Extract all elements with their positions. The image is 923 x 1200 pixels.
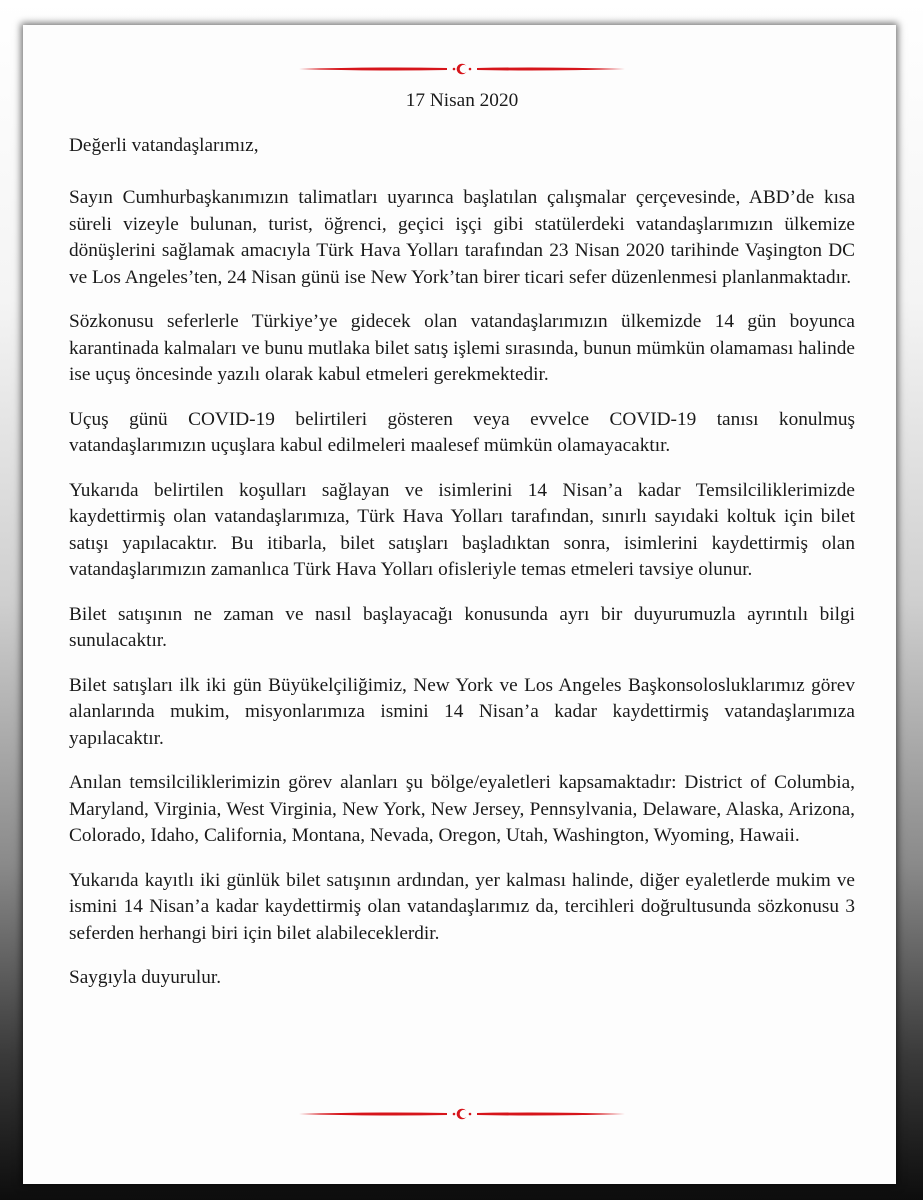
- paragraph-1: Sayın Cumhurbaşkanımızın talimatları uyarınca başlatılan çalışmalar çerçevesinde, ABD’de kısa süreli vizeyle bulunan, turist, öğrenci, geçici işçi gibi statülerdeki vatandaşlarımızın ülkemize dönüşlerini sağlamak amacıyla Türk Hava Yolları tarafından 23 Nisan 2020 tarihinde Vaşington DC ve Los Angeles’ten, 24 Nisan günü ise New York’tan birer ticari sefer düzenlenmesi planlanmaktadır.: [69, 187, 855, 288]
- letter-greeting: Değerli vatandaşlarımız,: [69, 134, 259, 156]
- letter-page: [23, 25, 896, 1184]
- paragraph-5: Bilet satışının ne zaman ve nasıl başlayacağı konusunda ayrı bir duyurumuzla ayrıntılı bilgi sunulacaktır.: [69, 603, 855, 651]
- crescent-star-divider-icon: [297, 63, 627, 75]
- letter-closing: Saygıyla duyurulur.: [69, 967, 222, 988]
- paragraph-3: Uçuş günü COVID-19 belirtileri gösteren veya evvelce COVID-19 tanısı konulmuş vatandaşlarımızın uçuşlara kabul edilmeleri maalesef mümkün olamayacaktır.: [69, 408, 855, 456]
- paragraph-6: Bilet satışları ilk iki gün Büyükelçiliğimiz, New York ve Los Angeles Başkonsolosluklarımız görev alanlarında mukim, misyonlarımıza ismini 14 Nisan’a kadar kaydettirmiş vatandaşlarımıza yapılacaktır.: [69, 674, 855, 749]
- crescent-star-divider-icon: [297, 1108, 627, 1120]
- paragraph-7: Anılan temsilciliklerimizin görev alanları şu bölge/eyaletleri kapsamaktadır: District of Columbia, Maryland, Virginia, West Virginia, New York, New Jersey, Pennsylvania, Delaware, Alaska, Arizona, Colorado, Idaho, California, Montana, Nevada, Oregon, Utah, Washington, Wyoming, Hawaii.: [69, 772, 855, 846]
- paragraph-8: Yukarıda kayıtlı iki günlük bilet satışının ardından, yer kalması halinde, diğer eyaletlerde mukim ve ismini 14 Nisan’a kadar kaydettirmiş olan vatandaşlarımız da, tercihleri doğrultusunda sözkonusu 3 seferden herhangi biri için bilet alabileceklerdir.: [69, 869, 855, 944]
- paragraph-4: Yukarıda belirtilen koşulları sağlayan ve isimlerini 14 Nisan’a kadar Temsilciliklerimizde kaydettirmiş olan vatandaşlarımıza, Türk Hava Yolları tarafından, sınırlı sayıdaki koltuk için bilet satışı yapılacaktır. Bu itibarla, bilet satışları başladıktan sonra, isimlerini kaydettirmiş olan vatandaşlarımızın zamanlıca Türk Hava Yolları ofisleriyle temas etmeleri tavsiye olunur.: [69, 479, 855, 580]
- letter-body: [69, 88, 855, 992]
- paragraph-2: Sözkonusu seferlerle Türkiye’ye gidecek olan vatandaşlarımızın ülkemizde 14 gün boyunca karantinada kalmaları ve bunu mutlaka bilet satış işlemi sırasında, bunun mümkün olamaması halinde ise uçuş öncesinde yazılı olarak kabul etmeleri gerekmektedir.: [69, 311, 855, 385]
- letter-date: 17 Nisan 2020: [405, 90, 519, 111]
